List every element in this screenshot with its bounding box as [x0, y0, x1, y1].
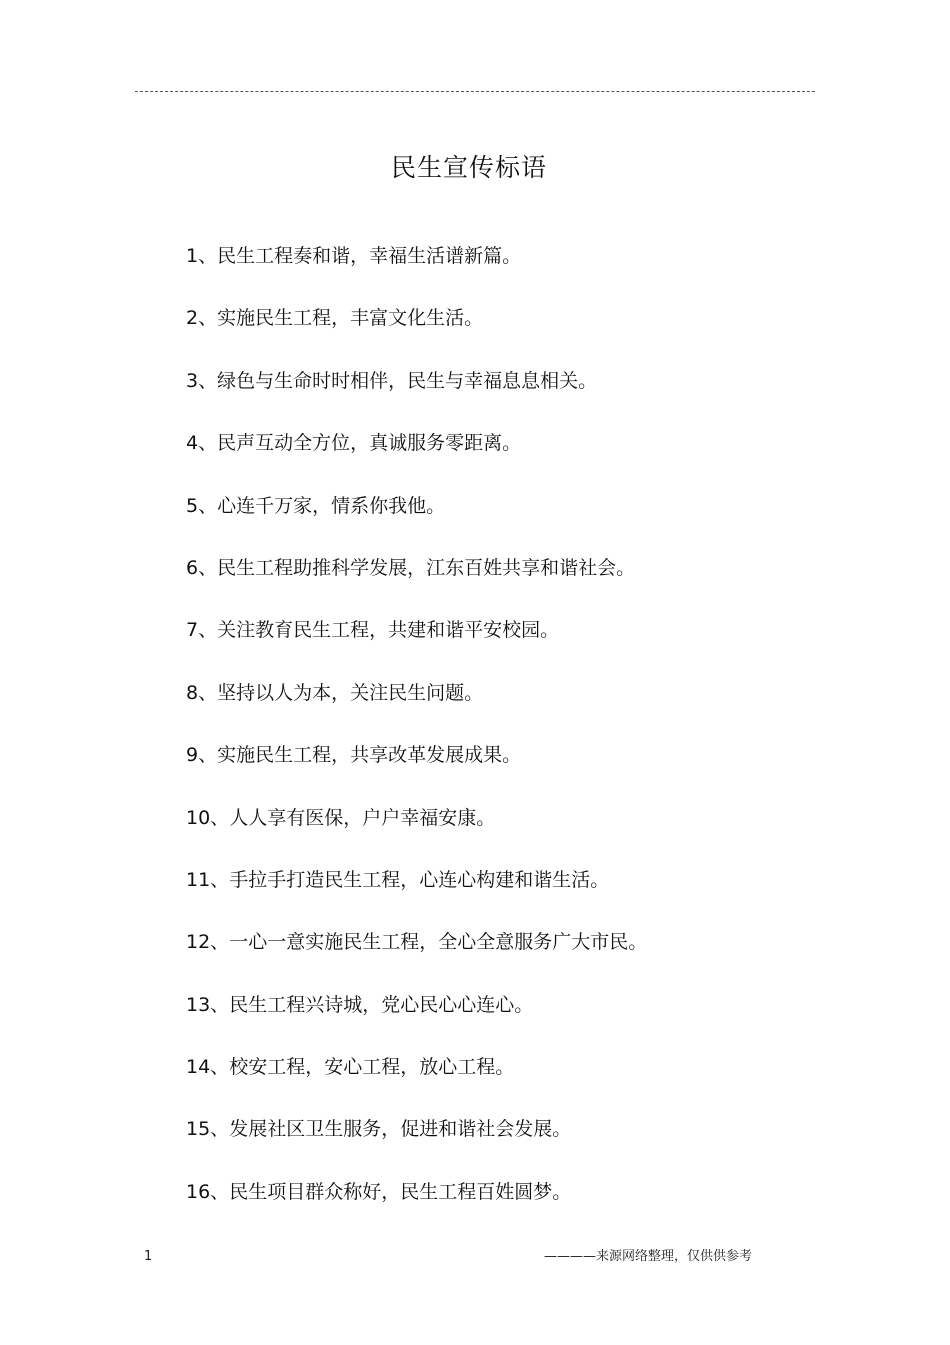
source-note: ————来源网络整理，仅供供参考 — [543, 1249, 752, 1264]
list-item-number: 10、 — [186, 806, 230, 829]
list-item — [186, 550, 647, 612]
slogan-list — [186, 238, 647, 1236]
list-item-number: 9、 — [186, 744, 218, 767]
list-item-number: 8、 — [186, 681, 218, 704]
list-item-text: 校安工程，安心工程，放心工程。 — [229, 1056, 515, 1079]
list-item-text: 民生工程兴诗城，党心民心心连心。 — [229, 993, 534, 1016]
list-item — [186, 862, 647, 924]
header-divider — [135, 91, 815, 92]
list-item-text: 民生工程助推科学发展，江东百姓共享和谐社会。 — [217, 556, 636, 579]
list-item-number: 7、 — [186, 619, 218, 642]
list-item-number: 15、 — [186, 1118, 230, 1141]
list-item-text: 民生工程奏和谐，幸福生活谱新篇。 — [217, 245, 522, 267]
list-item-text: 民生项目群众称好，民生工程百姓圆梦。 — [229, 1180, 572, 1203]
list-item-text: 关注教育民生工程，共建和谐平安校园。 — [217, 619, 560, 642]
list-item-text: 民声互动全方位，真诚服务零距离。 — [217, 432, 522, 455]
list-item-number: 2、 — [186, 307, 218, 330]
list-item-text: 手拉手打造民生工程，心连心构建和谐生活。 — [229, 868, 610, 891]
list-item — [186, 488, 647, 550]
list-item-number: 5、 — [186, 494, 218, 517]
list-item-number: 14、 — [186, 1056, 230, 1079]
list-item — [186, 363, 647, 425]
list-item-text: 坚持以人为本，关注民生问题。 — [217, 681, 484, 704]
list-item-text: 发展社区卫生服务，促进和谐社会发展。 — [229, 1118, 572, 1141]
list-item — [186, 300, 647, 362]
list-item-number: 3、 — [186, 369, 218, 392]
list-item-number: 6、 — [186, 556, 218, 579]
list-item-text: 心连千万家，情系你我他。 — [217, 494, 446, 517]
list-item-number: 12、 — [186, 931, 230, 954]
list-item-text: 实施民生工程，共享改革发展成果。 — [217, 744, 522, 767]
list-item — [186, 924, 647, 986]
list-item-text: 一心一意实施民生工程，全心全意服务广大市民。 — [229, 931, 648, 954]
list-item — [186, 800, 647, 862]
list-item — [186, 612, 647, 674]
page-title: 民生宣传标语 — [390, 153, 547, 182]
list-item — [186, 238, 647, 300]
list-item-number: 16、 — [186, 1180, 230, 1203]
list-item — [186, 737, 647, 799]
list-item-number: 13、 — [186, 993, 230, 1016]
list-item — [186, 675, 647, 737]
list-item — [186, 987, 647, 1049]
list-item-text: 绿色与生命时时相伴，民生与幸福息息相关。 — [217, 369, 598, 392]
list-item-number: 4、 — [186, 432, 218, 455]
page-number: 1 — [144, 1249, 153, 1264]
list-item-number: 11、 — [186, 868, 230, 891]
list-item — [186, 425, 647, 487]
list-item-number: 1、 — [186, 245, 218, 267]
list-item-text: 人人享有医保，户户幸福安康。 — [229, 806, 496, 829]
list-item — [186, 1174, 647, 1236]
list-item — [186, 1049, 647, 1111]
list-item — [186, 1111, 647, 1173]
list-item-text: 实施民生工程，丰富文化生活。 — [217, 307, 484, 330]
